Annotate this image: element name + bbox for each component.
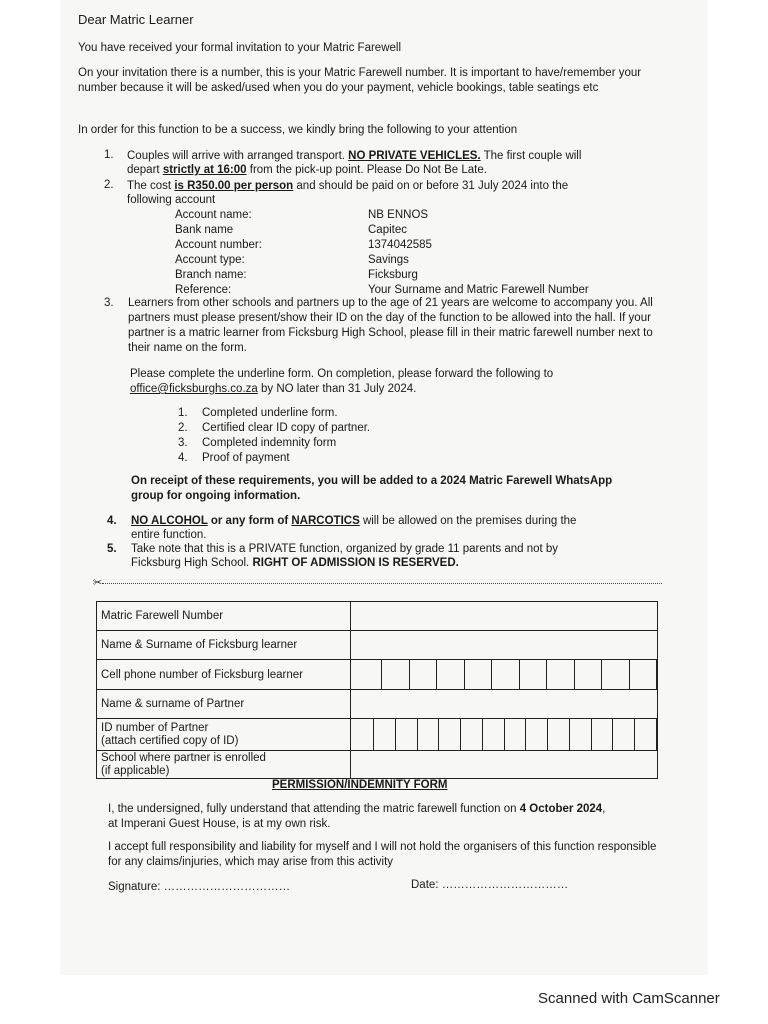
form-label — [97, 719, 351, 751]
digit-box[interactable] — [483, 719, 505, 750]
form-label: Cell phone number of Ficksburg learner — [97, 660, 351, 690]
cut-line — [102, 583, 662, 584]
no-private-vehicles: NO PRIVATE VEHICLES. — [348, 150, 481, 162]
digit-box[interactable] — [630, 660, 658, 689]
item-2-text: and should be paid on or before 31 July 2024 into the — [293, 180, 569, 192]
digit-box[interactable] — [439, 719, 461, 750]
complete-form-line: Please complete the underline form. On completion, please forward the following to — [130, 368, 554, 380]
item-1-text: depart — [127, 164, 163, 176]
requirement-text: Proof of payment — [202, 452, 290, 464]
form-row — [97, 690, 658, 719]
digit-box[interactable] — [461, 719, 483, 750]
partner-name-field[interactable] — [351, 690, 658, 719]
number-paragraph: On your invitation there is a number, this is your Matric Farewell number. It is important to have/remember your number because it will be asked/used when you do your payment, vehicle bookings, table seatings etc — [78, 67, 642, 94]
indemnity-text: , — [602, 803, 606, 815]
item-1-line-1 — [127, 149, 581, 163]
narcotics: NARCOTICS — [291, 515, 360, 527]
date-field[interactable]: …………………………… — [441, 879, 569, 891]
signature-label: Signature: — [108, 881, 161, 893]
item-number: 1. — [104, 149, 114, 161]
account-label: Bank name — [175, 224, 234, 236]
cell-phone-field[interactable] — [351, 660, 658, 690]
form-row — [97, 631, 658, 660]
requirement-text: Completed underline form. — [202, 407, 338, 419]
attention-line: In order for this function to be a success, we kindly bring the following to your attention — [78, 124, 518, 136]
form-label-sub: (attach certified copy of ID) — [101, 734, 239, 747]
digit-boxes — [381, 660, 657, 689]
digit-box[interactable] — [613, 719, 635, 750]
digit-box[interactable] — [465, 660, 493, 689]
account-value: Capitec — [368, 224, 407, 236]
id-number-field[interactable] — [351, 719, 658, 751]
item-1-line-2 — [127, 163, 487, 177]
item-5-text: Ficksburg High School. — [131, 557, 253, 569]
form-row — [97, 719, 658, 751]
account-value: Ficksburg — [368, 269, 418, 281]
account-label: Account type: — [175, 254, 245, 266]
form-label: Name & Surname of Ficksburg learner — [97, 631, 351, 660]
item-number: 3. — [104, 297, 114, 309]
account-value: 1374042585 — [368, 239, 432, 251]
digit-box[interactable] — [547, 660, 575, 689]
account-label: Account number: — [175, 239, 262, 251]
item-5-line-1: Take note that this is a PRIVATE function, organized by grade 11 parents and not by — [131, 543, 559, 555]
form-row — [97, 751, 658, 779]
cost-amount: is R350.00 per person — [174, 180, 294, 192]
form-label-sub: (if applicable) — [101, 764, 170, 777]
requirement-text: Certified clear ID copy of partner. — [202, 422, 371, 434]
item-5-line-2 — [131, 556, 459, 570]
indemnity-paragraph-2: I accept full responsibility and liability for myself and I will not hold the organisers of this function responsible for any claims/injuries, which may arise from this activity — [108, 841, 657, 868]
digit-box[interactable] — [418, 719, 440, 750]
item-4-line-1 — [131, 514, 576, 528]
admission-reserved: RIGHT OF ADMISSION IS RESERVED. — [252, 557, 459, 569]
item-number: 4. — [107, 515, 117, 527]
account-value: NB ENNOS — [368, 209, 429, 221]
indemnity-text: I, the undersigned, fully understand that attending the matric farewell function on — [108, 803, 520, 815]
indemnity-heading: PERMISSION/INDEMNITY FORM — [272, 779, 448, 791]
form-row — [97, 660, 658, 690]
date-line — [411, 878, 568, 892]
digit-box[interactable] — [526, 719, 548, 750]
signature-line — [108, 880, 290, 894]
email-link[interactable]: office@ficksburghs.co.za — [130, 383, 258, 395]
digit-box[interactable] — [492, 660, 520, 689]
event-date: 4 October 2024 — [519, 803, 603, 815]
learner-name-field[interactable] — [351, 631, 658, 660]
item-1-text: Couples will arrive with arranged transport. — [127, 150, 349, 162]
item-3-text: Learners from other schools and partners up to the age of 21 years are welcome to accompany you. All partners must please present/show their ID on the day of the function to be allowed into the hall. If your partner is a matric learner from Ficksburg High School, please fill in their matric farewell number next to their name on the form. — [128, 297, 653, 354]
requirement-number: 3. — [178, 437, 188, 449]
account-label: Branch name: — [175, 269, 247, 281]
item-2-line-1 — [127, 179, 568, 193]
digit-box[interactable] — [592, 719, 614, 750]
digit-box[interactable] — [575, 660, 603, 689]
signature-field[interactable]: …………………………… — [163, 881, 291, 893]
matric-number-field[interactable] — [351, 602, 658, 631]
item-1-text: from the pick-up point. Please Do Not Be Late. — [246, 164, 487, 176]
item-2-text: The cost — [127, 180, 175, 192]
account-label: Reference: — [175, 284, 232, 296]
item-4-text: will be allowed on the premises during the — [359, 515, 577, 527]
receipt-note: On receipt of these requirements, you will be added to a 2024 Matric Farewell WhatsApp group for ongoing information. — [131, 475, 613, 502]
requirement-number: 4. — [178, 452, 188, 464]
intro-line: You have received your formal invitation to your Matric Farewell — [78, 42, 401, 54]
email-line — [130, 382, 416, 396]
account-value: Your Surname and Matric Farewell Number — [368, 284, 589, 296]
indemnity-line-1 — [108, 802, 605, 816]
digit-box[interactable] — [548, 719, 570, 750]
digit-box[interactable] — [410, 660, 438, 689]
scanner-watermark: Scanned with CamScanner — [538, 990, 720, 1007]
digit-box[interactable] — [570, 719, 592, 750]
digit-box[interactable] — [602, 660, 630, 689]
form-label: Name & surname of Partner — [97, 690, 351, 719]
requirement-text: Completed indemnity form — [202, 437, 337, 449]
digit-box[interactable] — [396, 719, 418, 750]
form-row — [97, 602, 658, 631]
item-1-text: The first couple will — [480, 150, 582, 162]
partner-school-field[interactable] — [351, 751, 658, 779]
scissors-icon: ✂ — [93, 577, 103, 589]
departure-time: strictly at 16:00 — [162, 164, 247, 176]
form-label — [97, 751, 351, 779]
requirement-number: 1. — [178, 407, 188, 419]
digit-boxes — [373, 719, 657, 750]
item-4-text: or any form of — [207, 515, 292, 527]
digit-box[interactable] — [505, 719, 527, 750]
digit-box[interactable] — [635, 719, 657, 750]
greeting: Dear Matric Learner — [78, 12, 194, 27]
digit-box[interactable] — [520, 660, 548, 689]
form-label: Matric Farewell Number — [97, 602, 351, 631]
form-label-main: ID number of Partner — [101, 721, 209, 734]
item-2-line-2: following account — [127, 194, 216, 206]
deadline-text: by NO later than 31 July 2024. — [257, 383, 417, 395]
account-label: Account name: — [175, 209, 252, 221]
no-alcohol: NO ALCOHOL — [131, 515, 208, 527]
item-number: 2. — [104, 179, 114, 191]
date-label: Date: — [411, 879, 439, 891]
digit-box[interactable] — [437, 660, 465, 689]
form-label-main: School where partner is enrolled — [101, 751, 266, 764]
digit-box[interactable] — [373, 719, 396, 750]
indemnity-line-2: at Imperani Guest House, is at my own risk. — [108, 818, 331, 830]
requirement-number: 2. — [178, 422, 188, 434]
item-number: 5. — [107, 543, 117, 555]
digit-box[interactable] — [381, 660, 410, 689]
item-4-line-2: entire function. — [131, 529, 207, 541]
account-value: Savings — [368, 254, 409, 266]
registration-form — [96, 601, 658, 779]
